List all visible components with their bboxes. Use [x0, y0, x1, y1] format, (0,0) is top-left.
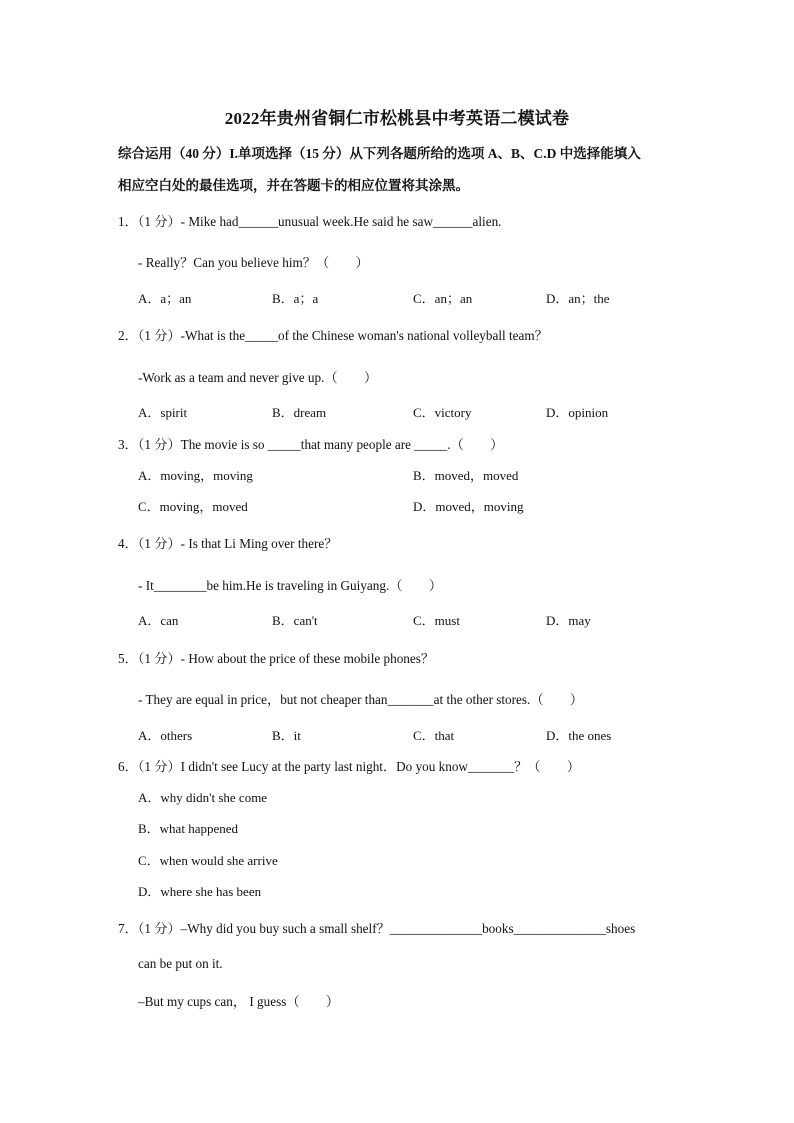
- question-2-option-c[interactable]: C．victory: [413, 405, 472, 420]
- question-3-option-a[interactable]: A．moving，moving: [138, 468, 253, 483]
- question-7-stem: 7．（1 分）–Why did you buy such a small shelf？______________books______________shoes: [118, 921, 636, 936]
- question-6-option-b[interactable]: B．what happened: [138, 821, 239, 836]
- question-6-stem: 6．（1 分）I didn't see Lucy at the party last night．Do you know_______？（ ）: [118, 759, 581, 774]
- question-3-option-b[interactable]: B．moved，moved: [413, 468, 519, 483]
- question-1-stem: 1．（1 分）- Mike had______unusual week.He said he saw______alien.: [118, 214, 502, 229]
- question-4-option-d[interactable]: D．may: [546, 613, 591, 628]
- question-1-option-c[interactable]: C．an；an: [413, 291, 473, 306]
- question-1-response: - Really？Can you believe him？（ ）: [138, 255, 369, 270]
- question-5-option-b[interactable]: B．it: [272, 728, 301, 743]
- question-4-stem: 4．（1 分）- Is that Li Ming over there？: [118, 536, 338, 551]
- question-3-option-d[interactable]: D．moved，moving: [413, 499, 524, 514]
- section-instructions-line-1: 综合运用（40 分）I.单项选择（15 分）从下列各题所给的选项 A、B、C.D 中选择能填入: [118, 146, 641, 161]
- question-4-option-c[interactable]: C．must: [413, 613, 460, 628]
- question-2-option-b[interactable]: B．dream: [272, 405, 327, 420]
- question-4-option-b[interactable]: B．can't: [272, 613, 318, 628]
- question-5-option-d[interactable]: D．the ones: [546, 728, 612, 743]
- question-2-option-a[interactable]: A．spirit: [138, 405, 188, 420]
- question-1-option-d[interactable]: D．an；the: [546, 291, 610, 306]
- section-instructions-line-2: 相应空白处的最佳选项，并在答题卡的相应位置将其涂黑。: [118, 178, 469, 193]
- question-4-response: - It________be him.He is traveling in Guiyang.（ ）: [138, 578, 443, 593]
- page-title: 2022年贵州省铜仁市松桃县中考英语二模试卷: [224, 109, 570, 128]
- question-7-response: –But my cups can， I guess（ ）: [138, 994, 340, 1009]
- question-5-option-a[interactable]: A．others: [138, 728, 193, 743]
- question-1-option-a[interactable]: A．a；an: [138, 291, 192, 306]
- question-2-response: -Work as a team and never give up.（ ）: [138, 370, 378, 385]
- question-6-option-c[interactable]: C．when would she arrive: [138, 853, 278, 868]
- question-4-option-a[interactable]: A．can: [138, 613, 179, 628]
- question-5-response: - They are equal in price，but not cheaper than_______at the other stores.（ ）: [138, 692, 584, 707]
- question-1-option-b[interactable]: B．a；a: [272, 291, 319, 306]
- question-5-stem: 5．（1 分）- How about the price of these mobile phones？: [118, 651, 435, 666]
- question-5-option-c[interactable]: C．that: [413, 728, 455, 743]
- question-2-stem: 2．（1 分）-What is the_____of the Chinese woman's national volleyball team？: [118, 328, 548, 343]
- question-7-stem-continued: can be put on it.: [138, 956, 223, 971]
- question-2-option-d[interactable]: D．opinion: [546, 405, 609, 420]
- question-3-stem: 3．（1 分）The movie is so _____that many people are _____.（ ）: [118, 437, 504, 452]
- question-6-option-a[interactable]: A．why didn't she come: [138, 790, 268, 805]
- question-3-option-c[interactable]: C．moving，moved: [138, 499, 248, 514]
- question-6-option-d[interactable]: D．where she has been: [138, 884, 262, 899]
